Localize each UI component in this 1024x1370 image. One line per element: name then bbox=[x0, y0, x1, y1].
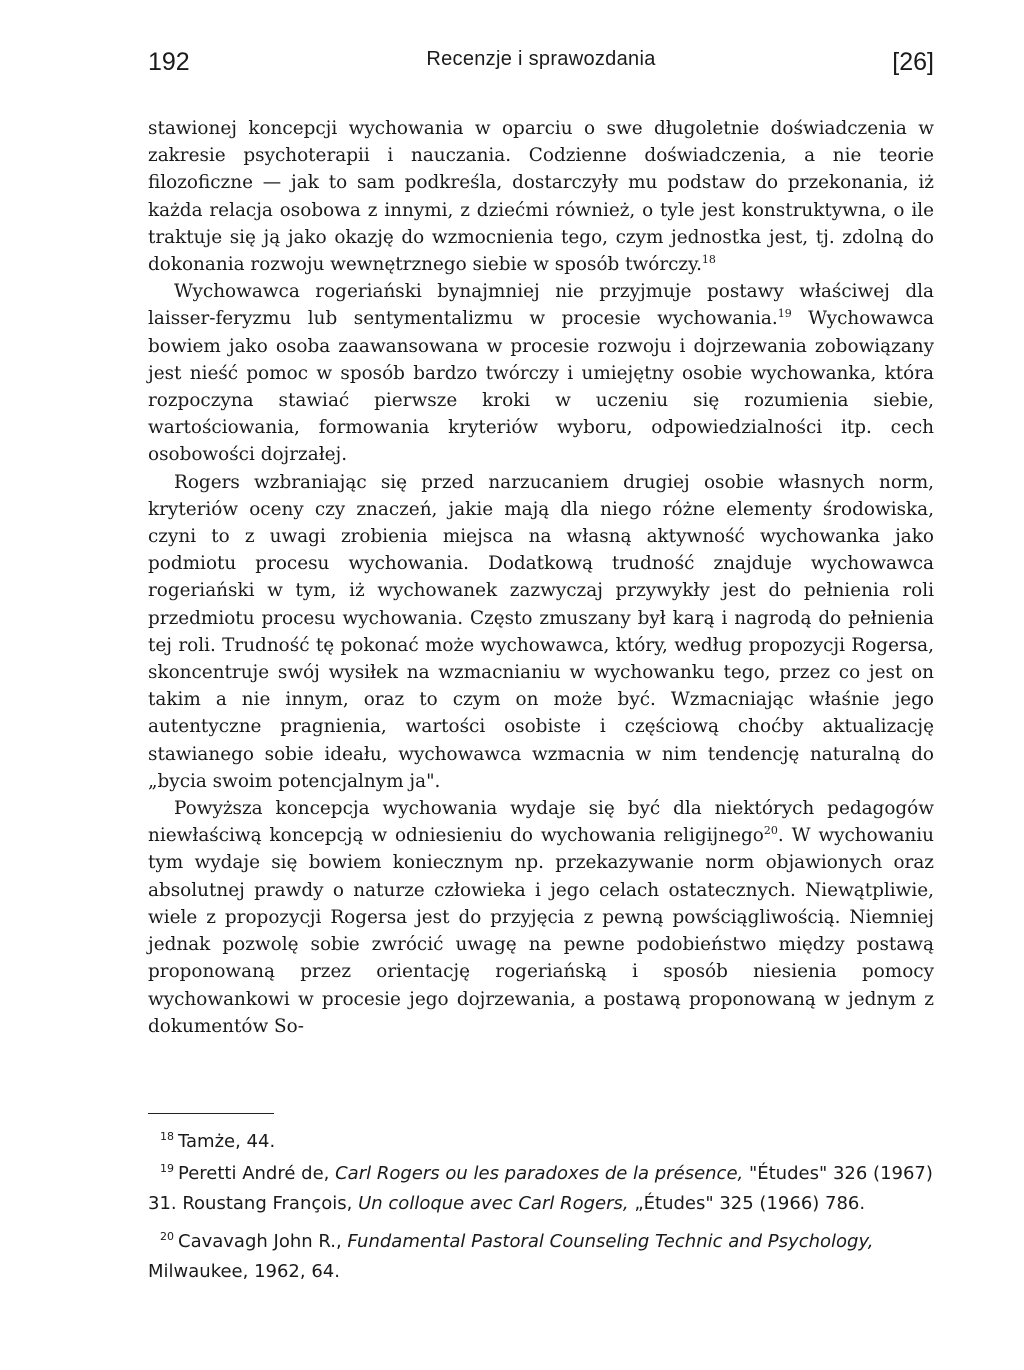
footnote-text: Milwaukee, 1962, 64. bbox=[148, 1261, 340, 1282]
footnote-18 bbox=[148, 1127, 934, 1157]
paragraph-3 bbox=[148, 469, 934, 795]
paragraph-1-text: stawionej koncepcji wychowania w oparciu o swe długoletnie doświadczenia w zakresie psychoterapii i nauczania. Codzienne doświadczenia, a nie teorie filozoficzne — jak to sam podkreśla, dostarczyły mu podstaw do przekonania, iż każda relacja osobowa z innymi, z dziećmi również, o tyle jest konstruktywna, o ile traktuje się ją jako okazję do wzmocnienia tego, czym jednostka jest, tj. zdolną do dokonania rozwoju wewnętrznego siebie w sposób twórczy. bbox=[148, 118, 934, 276]
footnote-ref-19: 19 bbox=[777, 307, 792, 321]
footnote-title: Fundamental Pastoral Counseling Technic and Psychology, bbox=[347, 1231, 874, 1252]
footnote-divider bbox=[148, 1113, 274, 1114]
paragraph-4-text-a: Powyższa koncepcja wychowania wydaje się być dla niektórych pedagogów niewłaściwą koncepcją w odniesieniu do wychowania religijnego bbox=[148, 798, 934, 847]
footnote-text: Tamże, 44. bbox=[178, 1131, 276, 1152]
footnote-text: Cavavagh John R., bbox=[178, 1231, 348, 1252]
paragraph-3-text: Rogers wzbraniając się przed narzucaniem drugiej osobie własnych norm, kryteriów oceny czy znaczeń, jakie mają dla niego różne elementy środowiska, czyni to z uwagi zrobienia miejsca na własną aktywność wychowanka jako podmiotu procesu wychowania. Dodatkową trudność znajduje wychowawca rogeriański w tym, iż wychowanek zazwyczaj przywykły jest do pełnienia roli przedmiotu procesu wychowania. Często zmuszany był karą i nagrodą do pełnienia tej roli. Trudność tę pokonać może wychowawca, który, według propozycji Rogersa, skoncentruje swój wysiłek na wzmacnianiu w wychowanku tego, przez co jest on takim a nie innym, oraz to czym on może być. Wzmacniając właśnie jego autentyczne pragnienia, wartości osobiste i częściową choćby aktualizację stawianego sobie ideału, wychowawca wzmacnia w nim tendencję naturalną do „bycia swoim potencjalnym ja". bbox=[148, 471, 934, 792]
paragraph-2-text-b: Wychowawca bowiem jako osoba zaawansowana w procesie rozwoju i dojrzewania zobowiązany jest nieść pomoc w sposób bardzo twórczy i umiejętny osobie wychowanka, która rozpoczyna stawiać pierwsze kroki w uczeniu się rozumienia siebie, wartościowania, formowania kryteriów wyboru, odpowiedzialności itp. cech osobowości dojrzałej. bbox=[148, 308, 934, 466]
footnote-19 bbox=[148, 1159, 934, 1219]
page-number: 192 bbox=[148, 48, 190, 76]
body-text bbox=[148, 115, 934, 1040]
paragraph-2 bbox=[148, 278, 934, 468]
section-number: [26] bbox=[892, 48, 934, 76]
footnote-20 bbox=[148, 1227, 934, 1287]
footnote-text: „Études" 325 (1966) 786. bbox=[628, 1193, 866, 1214]
footnote-ref-18: 18 bbox=[701, 252, 716, 266]
footnote-title: Un colloque avec Carl Rogers, bbox=[358, 1193, 629, 1214]
footnote-ref-20: 20 bbox=[763, 824, 778, 838]
paragraph-4-text-b: . W wychowaniu tym wydaje się bowiem koniecznym np. przekazywanie norm objawionych oraz absolutnej prawdy o naturze człowieka i jego celach ostatecznych. Niewątpliwie, wiele z propozycji Rogersa jest do przyjęcia z pewną powściągliwością. Niemniej jednak pozwolę sobie zwrócić uwagę na pewne podobieństwo między postawą proponowaną przez orientację rogeriańską i sposób niesienia pomocy wychowankowi w procesie jego dojrzewania, a postawą proponowaną w jednym z dokumentów So- bbox=[148, 825, 934, 1037]
footnote-number: 18 bbox=[160, 1130, 174, 1143]
footnote-number: 19 bbox=[160, 1162, 174, 1175]
footnote-number: 20 bbox=[160, 1230, 174, 1243]
paragraph-2-text-a: Wychowawca rogeriański bynajmniej nie przyjmuje postawy właściwej dla laisser-feryzmu lub sentymentalizmu w procesie wychowania. bbox=[148, 281, 934, 330]
footnote-title: Carl Rogers ou les paradoxes de la présence, bbox=[335, 1163, 744, 1184]
footnote-text: Peretti André de, bbox=[178, 1163, 336, 1184]
paragraph-1 bbox=[148, 115, 934, 278]
running-title: Recenzje i sprawozdania bbox=[426, 48, 656, 70]
footnote-text: "Études" 326 (1967) 31. Roustang François, bbox=[148, 1163, 933, 1214]
paragraph-4 bbox=[148, 795, 934, 1040]
footnotes bbox=[148, 1127, 934, 1289]
page-header bbox=[148, 44, 934, 84]
